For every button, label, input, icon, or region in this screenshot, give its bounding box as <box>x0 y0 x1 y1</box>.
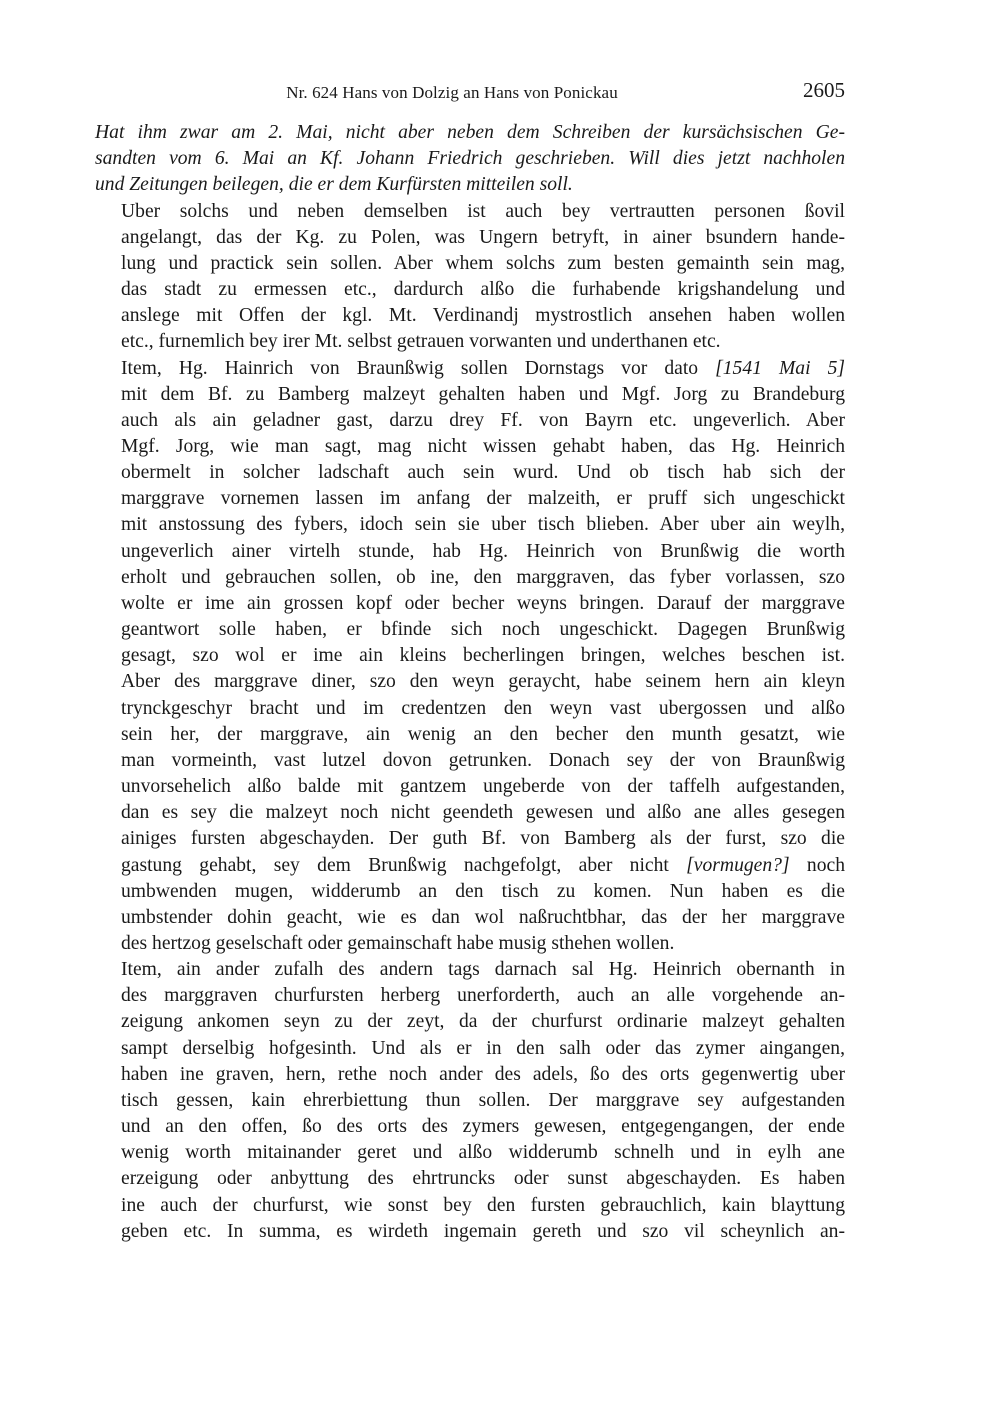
paragraph-1 <box>95 199 845 356</box>
text-line: haben ine graven, hern, rethe noch ander des adels, ßo des orts gegenwertig uber <box>121 1063 845 1085</box>
text-line: erzeigung oder anbyttung des ehrtruncks oder sunst abgeschayden. Es haben <box>121 1168 845 1190</box>
text-line: Aber des marggrave diner, szo den weyn geraycht, habe seinem hern ain kleyn <box>121 671 845 693</box>
text-line: anslege mit Offen der kgl. Mt. Verdinandj mystrostlich ansehen haben wollen <box>121 305 845 327</box>
text-line: sein her, der marggrave, ain wenig an den becher den munth gesatzt, wie <box>121 723 845 745</box>
paragraph-2 <box>95 356 845 958</box>
text-line: marggrave vornemen lassen im anfang der malzeith, er pruff sich ungeschickt <box>121 488 845 510</box>
text-line: ine auch der churfurst, wie sonst bey den fursten gebrauchlich, kain blayttung <box>121 1194 845 1216</box>
text-line: des hertzog geselschaft oder gemainschaft habe musig sthehen wollen. <box>121 932 675 954</box>
running-head <box>95 78 845 108</box>
page-number: 2605 <box>803 78 845 102</box>
text-line: geben etc. In summa, es wirdeth ingemain gereth und szo vil scheynlich an- <box>121 1220 845 1242</box>
text-line: ungeverlich ainer virtelh stunde, hab Hg. Heinrich von Brunßwig die worth <box>121 540 845 562</box>
text-line: Uber solchs und neben demselben ist auch bey vertrautten personen ßovil <box>121 200 845 222</box>
paragraph-3 <box>95 957 845 1245</box>
document-page <box>95 78 845 1245</box>
text-line: trynckgeschyr bracht und im credentzen den weyn vast ubergossen und alßo <box>121 697 845 719</box>
text-segment: gastung gehabt, sey dem Brunßwig nachgefolgt, aber nicht <box>121 854 687 876</box>
text-line: sampt derselbig hofgesinth. Und als er in den salh oder das zymer aingangen, <box>121 1037 845 1059</box>
text-line: mit dem Bf. zu Bamberg malzeyt gehalten haben und Mgf. Jorg zu Brandeburg <box>121 383 845 405</box>
text-line: dan es sey die malzeyt noch nicht geendeth gewesen und alßo ane alles gesegen <box>121 802 845 824</box>
text-line: ainiges fursten abgeschayden. Der guth Bf. von Bamberg als der furst, szo die <box>121 828 845 850</box>
editorial-date: [1541 Mai 5] <box>715 357 845 379</box>
text-line: und an den offen, ßo des orts des zymers gewesen, entgegengangen, der ende <box>121 1116 845 1138</box>
text-line: man vormeinth, vast lutzel dovon getrunken. Donach sey der von Braunßwig <box>121 749 845 771</box>
text-segment: Item, Hg. Hainrich von Braunßwig sollen Dornstags vor dato <box>121 357 716 379</box>
text-line: zeigung ankomen seyn zu der zeyt, da der churfurst ordinarie malzeyt gehalten <box>121 1011 845 1033</box>
text-line: umbstender dohin geacht, wie es dan wol naßruchtbhar, das der her marggrave <box>121 906 845 928</box>
text-line <box>95 853 845 879</box>
text-line: angelangt, das der Kg. zu Polen, was Ungern betryft, in ainer bsundern hande- <box>121 226 845 248</box>
text-line: des marggraven churfursten herberg unerforderth, auch an alle vorgehende an- <box>121 985 845 1007</box>
text-line: auch als ain geladner gast, darzu drey Ff. von Bayrn etc. ungeverlich. Aber <box>121 409 845 431</box>
text-line: wenig worth mitainander geret und alßo widderumb schnelh und in eylh ane <box>121 1142 845 1164</box>
text-line: Item, ain ander zufalh des andern tags darnach sal Hg. Heinrich obernanth in <box>121 959 845 981</box>
text-line: wolte er ime ain grossen kopf oder becher weyns bringen. Darauf der marggrave <box>121 592 845 614</box>
summary-line: sandten vom 6. Mai an Kf. Johann Friedrich geschrieben. Will dies jetzt nachholen <box>95 148 845 170</box>
text-line: Mgf. Jorg, wie man sagt, mag nicht wissen gehabt haben, das Hg. Heinrich <box>121 436 845 458</box>
editorial-conjecture: [vormugen?] <box>686 854 790 876</box>
text-line: unvorsehelich alßo balde mit gantzem ungeberde von der taffelh aufgestanden, <box>121 776 845 798</box>
text-line <box>95 356 845 382</box>
text-line: tisch gessen, kain ehrerbiettung thun sollen. Der marggrave sey aufgestanden <box>121 1089 845 1111</box>
summary-line: Hat ihm zwar am 2. Mai, nicht aber neben dem Schreiben der kursächsischen Ge- <box>95 122 845 143</box>
text-line: gesagt, szo wol er ime ain kleins becherlingen bringen, welches beschen ist. <box>121 645 845 667</box>
text-line: mit anstossung des fybers, idoch sein sie uber tisch blieben. Aber uber ain weylh, <box>121 514 845 536</box>
text-line: etc., furnemlich bey irer Mt. selbst getrauen vorwanten und underthanen etc. <box>121 331 721 353</box>
regest-summary <box>95 120 845 199</box>
text-line: das stadt zu ermessen etc., dardurch alßo die furhabende krigshandelung und <box>121 279 845 301</box>
text-line: obermelt in solcher ladschaft auch sein wurd. Und ob tisch hab sich der <box>121 462 845 484</box>
running-title: Nr. 624 Hans von Dolzig an Hans von Ponickau <box>286 83 618 102</box>
text-line: erholt und gebrauchen sollen, ob ine, den marggraven, das fyber vorlassen, szo <box>121 566 845 588</box>
text-line: geantwort solle haben, er bfinde sich noch ungeschickt. Dagegen Brunßwig <box>121 619 845 641</box>
text-line: umbwenden mugen, widderumb an den tisch zu komen. Nun haben es die <box>121 880 845 902</box>
text-line: lung und practick sein sollen. Aber whem solchs zum besten gemainth sein mag, <box>121 252 845 274</box>
text-segment: noch <box>789 854 845 876</box>
summary-line: und Zeitungen beilegen, die er dem Kurfürsten mitteilen soll. <box>95 174 573 196</box>
